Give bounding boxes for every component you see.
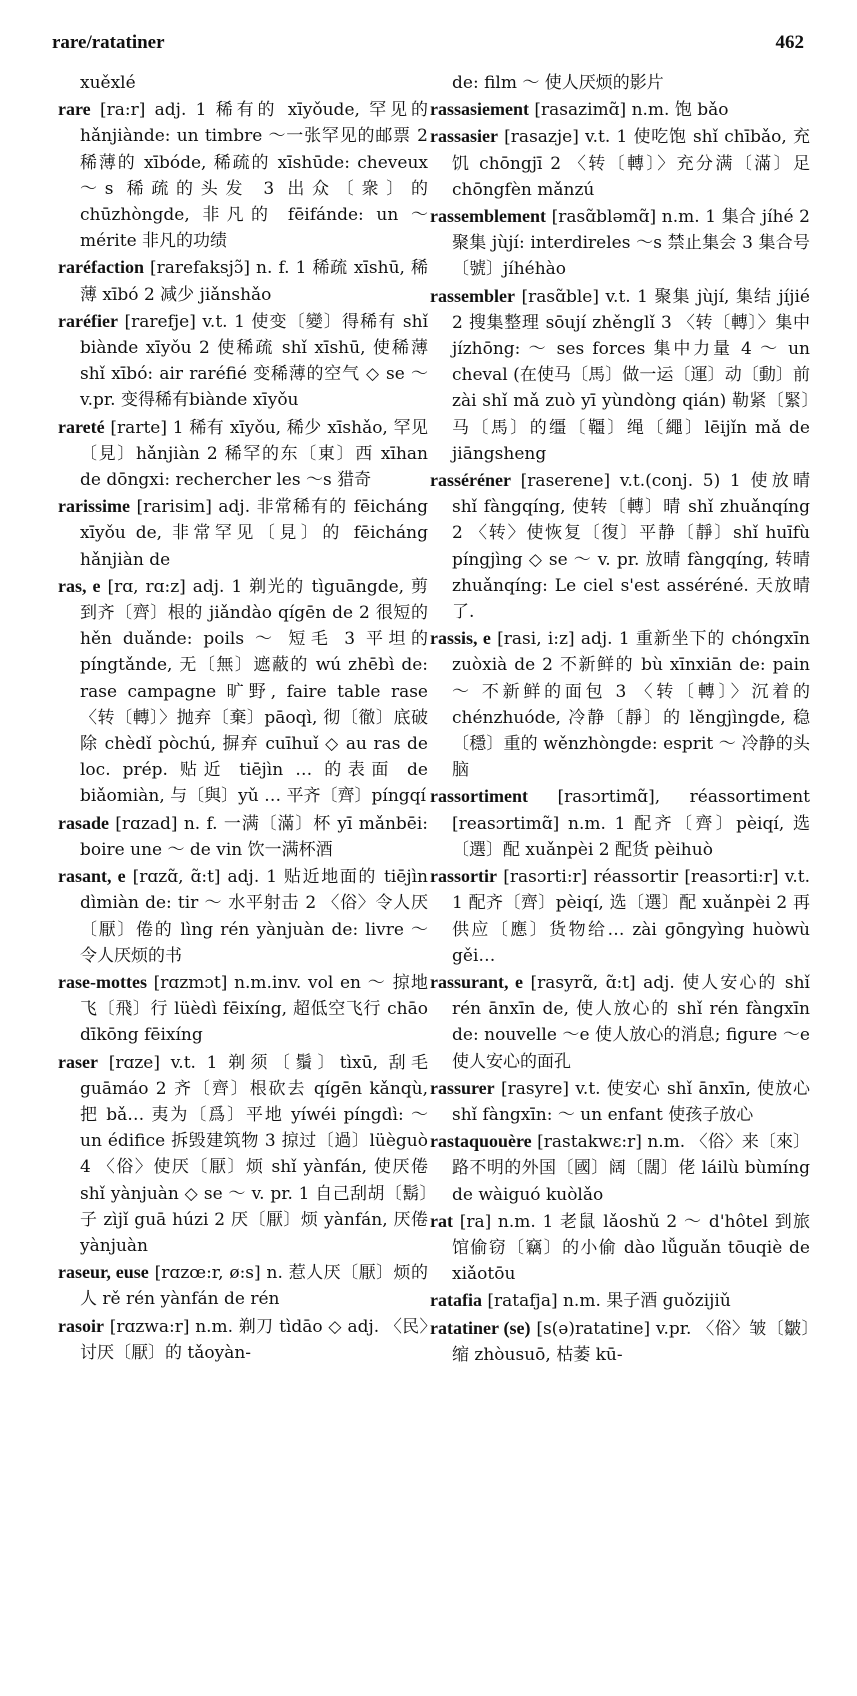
entry-definition: [s(ə)ratatine] v.pr. 〈俗〉皱〔皺〕缩 zhòusuō, 枯萎 kū- (452, 1318, 811, 1365)
entry-definition: [rarisim] adj. 非常稀有的 fēicháng xīyǒu de, 非常罕见〔見〕的 fēicháng hǎnjiàn de (80, 497, 428, 570)
entry-headword: rassurer (430, 1077, 495, 1098)
right-column (430, 70, 810, 1368)
entry-headword: raser (58, 1051, 98, 1072)
dictionary-entry (430, 1075, 810, 1128)
entry-headword: rassasier (430, 126, 498, 147)
entry-definition: [rasɔrtimɑ̃], réassortiment [reasɔrtimɑ̃] n.m. 1 配齐〔齊〕pèiqí, 选〔選〕配 xuǎnpèi 2 配货 pèihuò (452, 787, 811, 860)
entry-definition: [rasɔrti:r] réassortir [reasɔrti:r] v.t. 1 配齐〔齊〕pèiqí, 选〔選〕配 xuǎnpèi 2 再供应〔應〕货物给… zài gōngyìng huòwù gěi… (452, 867, 810, 966)
entry-headword: rarissime (58, 496, 130, 517)
dictionary-entry (58, 414, 428, 494)
entry-headword: ratatiner (se) (430, 1317, 531, 1338)
entry-definition: [rarefje] v.t. 1 使变〔變〕得稀有 shǐ biànde xīyǒu 2 使稀疏 shǐ xīshū, 使稀薄 shǐ xībó: air raréfié 变稀薄的空气 ◇ se ～ v.pr. 变得稀有biànde xīyǒu (80, 311, 429, 411)
left-column (58, 70, 428, 1366)
entry-headword: rasade (58, 812, 109, 833)
page-header (52, 32, 804, 62)
entry-definition: [rasɑ̃ble] v.t. 1 聚集 jùjí, 集结 jíjié 2 搜集整理 sōují zhěnglǐ 3 〈转〔轉〕〉集中 jízhōng: ～ ses forces 集中力量 4 ～ un cheval (在使马〔馬〕做一运〔運〕动〔動〕前 zài shǐ mǎ zuò yī yùndòng qián) 勒紧〔緊〕马〔馬〕的缰〔韁〕绳〔繩〕lēijǐn mǎ de jiāngsheng (452, 286, 810, 464)
running-head: rare/ratatiner (52, 32, 165, 53)
entry-headword: rastaquouère (430, 1131, 532, 1152)
entry-definition: [ra] n.m. 1 老鼠 lǎoshǔ 2 ～ d'hôtel 到旅馆偷窃〔竊〕的小偷 dào lǚguǎn tōuqiè de xiǎotōu (452, 1211, 810, 1285)
entry-definition: [rasyre] v.t. 使安心 shǐ ānxīn, 使放心 shǐ fàngxīn: ～ un enfant 使孩子放心 (452, 1078, 811, 1125)
entry-headword: ras, e (58, 575, 101, 596)
dictionary-entry (58, 96, 428, 254)
dictionary-entry (58, 70, 428, 96)
dictionary-entry (430, 1315, 810, 1368)
dictionary-entry (430, 123, 810, 203)
entry-headword: rasséréner (430, 470, 511, 491)
entry-headword: rasant, e (58, 866, 126, 887)
entry-headword: rase-mottes (58, 971, 147, 992)
dictionary-entry (430, 70, 810, 96)
entry-definition: [rɑzwa:r] n.m. 剃刀 tìdāo ◇ adj. 〈民〉讨厌〔厭〕的 tǎoyàn- (80, 1316, 428, 1363)
dictionary-entry (58, 573, 428, 810)
dictionary-entry (58, 810, 428, 863)
entry-headword: rat (430, 1210, 453, 1231)
entry-headword: rassembler (430, 285, 515, 306)
dictionary-entry (58, 863, 428, 969)
entry-definition: de: film ～ 使人厌烦的影片 (452, 73, 664, 93)
entry-headword: rassurant, e (430, 971, 524, 992)
page-number: 462 (775, 32, 804, 53)
entry-headword: rare (58, 99, 91, 120)
entry-definition: [rɑzɑ̃, ɑ̃:t] adj. 1 贴近地面的 tiējìn dìmiàn de: tir ～ 水平射击 2 〈俗〉令人厌〔厭〕倦的 lìng rén yànjuàn de: livre ～ 令人厌烦的书 (80, 867, 428, 966)
entry-headword: rasoir (58, 1315, 104, 1336)
dictionary-entry (430, 969, 810, 1075)
entry-headword: rassortir (430, 866, 497, 887)
entry-headword: raréfier (58, 310, 118, 331)
entry-headword: rassortiment (430, 786, 528, 807)
entry-headword: raréfaction (58, 257, 144, 278)
entry-definition: [rasyrɑ̃, ɑ̃:t] adj. 使人安心的 shǐ rén ānxīn de, 使人放心的 shǐ rén fàngxīn de: nouvelle ～e 使人放心的消息; figure ～e 使人安心的面孔 (452, 972, 810, 1072)
dictionary-entry (430, 783, 810, 863)
dictionary-entry (58, 1259, 428, 1312)
dictionary-entry (430, 625, 810, 783)
entry-definition: [rasɑ̃bləmɑ̃] n.m. 1 集合 jíhé 2 聚集 jùjí: interdireles ～s 禁止集会 3 集合号〔號〕jíhéhào (452, 207, 810, 280)
dictionary-entry (430, 96, 810, 123)
dictionary-entry (58, 1049, 428, 1260)
entry-headword: rareté (58, 416, 105, 437)
entry-definition: [rɑzad] n. f. 一满〔滿〕杯 yī mǎnbēi: boire une ～ de vin 饮一满杯酒 (80, 813, 429, 860)
entry-definition: [rasazimɑ̃] n.m. 饱 bǎo (534, 100, 729, 121)
entry-definition: [rasazje] v.t. 1 使吃饱 shǐ chībǎo, 充饥 chōngjī 2 〈转〔轉〕〉充分满〔滿〕足 chōngfèn mǎnzú (452, 127, 811, 200)
entry-headword: raseur, euse (58, 1262, 149, 1283)
entry-definition: [ra:r] adj. 1 稀有的 xīyǒude, 罕见的 hǎnjiànde: un timbre ～一张罕见的邮票 2 稀薄的 xībóde, 稀疏的 xīshūde: cheveux ～s 稀疏的头发 3 出众〔衆〕的 chūzhòngde, 非凡的 fēifánde: un ～ mérite 非凡的功绩 (80, 100, 428, 252)
entry-definition: [rɑzœ:r, ø:s] n. 惹人厌〔厭〕烦的人 rě rén yànfán de rén (80, 1263, 428, 1310)
entry-definition: [raserene] v.t.(conj. 5) 1 使放晴 shǐ fàngqíng, 使转〔轉〕晴 shǐ zhuǎnqíng 2 〈转〉使恢复〔復〕平静〔靜〕shǐ huīfù píngjìng ◇ se ～ v. pr. 放晴 fàngqíng, 转晴 zhuǎnqíng: Le ciel s'est asséréné. 天放晴了. (452, 471, 811, 623)
entry-headword: rassis, e (430, 628, 491, 649)
dictionary-entry (430, 467, 810, 625)
dictionary-entry (430, 1128, 810, 1208)
dictionary-entry (430, 863, 810, 969)
entry-definition: [rarefaksjɔ̃] n. f. 1 稀疏 xīshū, 稀薄 xībó 2 减少 jiǎnshǎo (80, 258, 428, 305)
entry-headword: rassemblement (430, 206, 546, 227)
dictionary-entry (430, 1287, 810, 1314)
dictionary-entry (58, 308, 428, 414)
entry-definition: [rasi, i:z] adj. 1 重新坐下的 chóngxīn zuòxià de 2 不新鲜的 bù xīnxiān de: pain ～ 不新鲜的面包 3 〈转〔轉〕〉沉着的 chénzhuóde, 冷静〔靜〕的 lěngjìngde, 稳〔穩〕重的 wěnzhòngde: esprit ～ 冷静的头脑 (452, 629, 811, 781)
entry-definition: [rastakwɛ:r] n.m. 〈俗〉来〔來〕路不明的外国〔國〕阔〔闊〕佬 láilù bùmíng de wàiguó kuòlǎo (452, 1132, 810, 1205)
entry-definition: [rɑ, rɑ:z] adj. 1 剃光的 tìguāngde, 剪到齐〔齊〕根的 jiǎndào qígēn de 2 很短的 hěn duǎnde: poils ～ 短毛 3 平坦的 píngtǎnde, 无〔無〕遮蔽的 wú zhēbì de: rase campagne 旷野, faire table rase 〈转〔轉〕〉抛弃〔棄〕pāoqì, 彻〔徹〕底破除 chèdǐ pòchú, 摒弃 cuīhuǐ ◇ au ras de loc. prép. 贴近 tiējìn … 的表面 de biǎomiàn, 与〔與〕yǔ … 平齐〔齊〕píngqí (80, 576, 429, 807)
dictionary-entry (430, 1208, 810, 1288)
dictionary-entry (430, 283, 810, 467)
entry-definition: [rarte] 1 稀有 xīyǒu, 稀少 xīshǎo, 罕见〔見〕hǎnjiàn 2 稀罕的东〔東〕西 xīhan de dōngxi: rechercher les ～s 猎奇 (80, 417, 428, 491)
entry-definition: xuěxlé (80, 73, 136, 93)
entry-headword: ratafia (430, 1290, 482, 1311)
entry-definition: [rɑzmɔt] n.m.inv. vol en ～ 掠地飞〔飛〕行 lüèdì fēixíng, 超低空飞行 chāo dīkōng fēixíng (80, 972, 428, 1046)
entry-definition: [rɑze] v.t. 1 剃须〔鬚〕tìxū, 刮毛 guāmáo 2 齐〔齊〕根砍去 qígēn kǎnqù, 把 bǎ… 夷为〔爲〕平地 yíwéi píngdì: ～ un édifice 拆毁建筑物 3 掠过〔過〕lüèguò 4 〈俗〉使厌〔厭〕烦 shǐ yànfán, 使厌倦 shǐ yànjuàn ◇ se ～ v. pr. 1 自己刮胡〔鬍〕子 zìjǐ guā húzi 2 厌〔厭〕烦 yànfán, 厌倦 yànjuàn (80, 1052, 428, 1256)
dictionary-entry (58, 254, 428, 307)
dictionary-entry (58, 493, 428, 573)
dictionary-entry (58, 969, 428, 1049)
dictionary-entry (430, 203, 810, 283)
entry-definition: [ratafja] n.m. 果子酒 guǒzijiǔ (487, 1291, 731, 1312)
dictionary-entry (58, 1313, 428, 1366)
entry-headword: rassasiement (430, 99, 529, 120)
